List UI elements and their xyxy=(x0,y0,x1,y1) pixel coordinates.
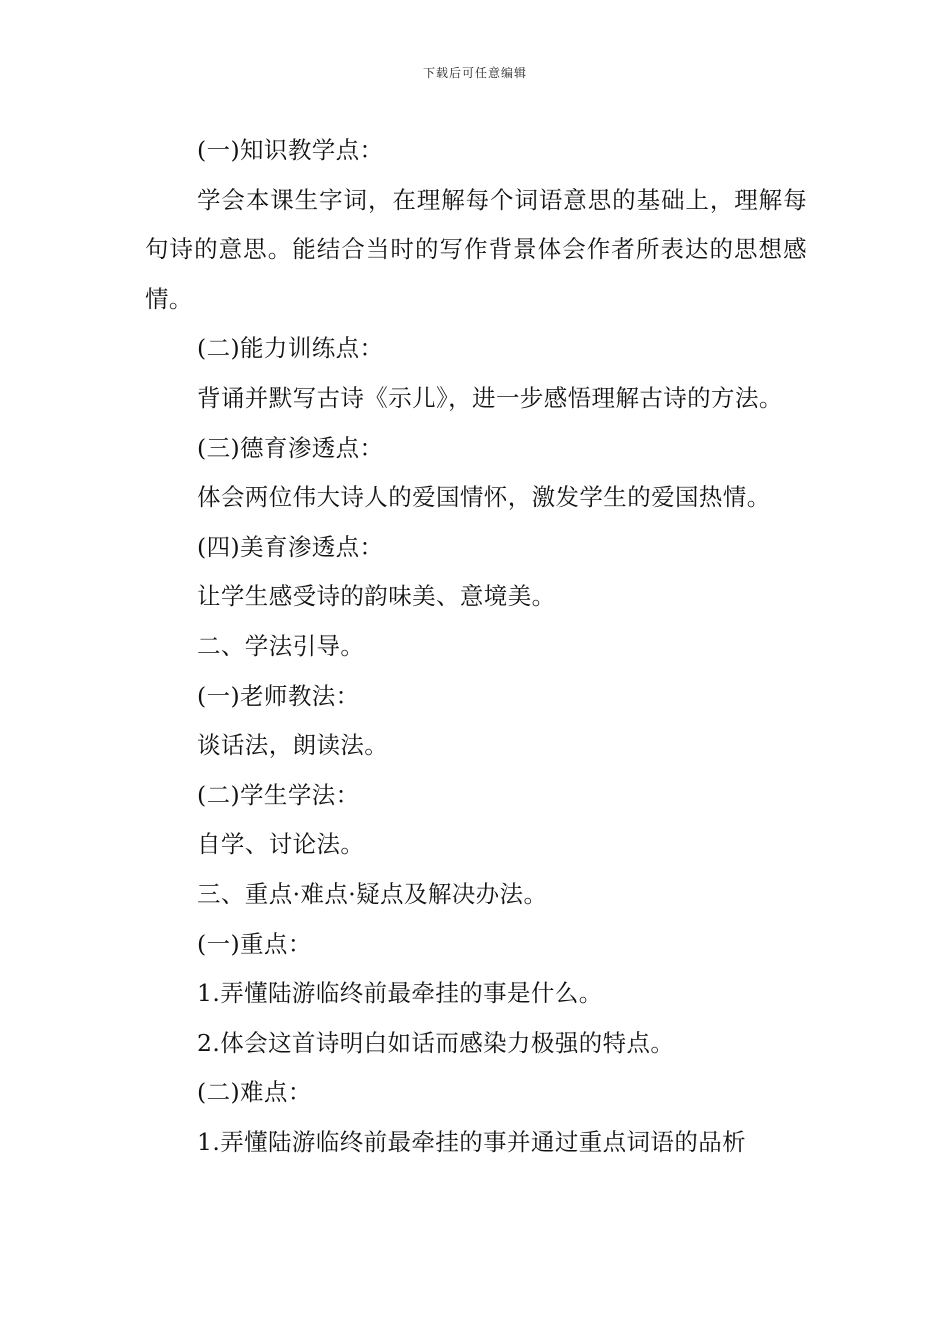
paragraph: 体会两位伟大诗人的爱国情怀，激发学生的爱国热情。 xyxy=(197,483,771,512)
paragraph: 学会本课生字词，在理解每个词语意思的基础上，理解每句诗的意思。能结合当时的写作背景体会作者所表达的思想感情。 xyxy=(145,185,807,313)
list-item: 2.体会这首诗明白如话而感染力极强的特点。 xyxy=(197,1028,675,1057)
paragraph: (一)知识教学点： xyxy=(197,136,384,164)
list-item: 1.弄懂陆游临终前最牵挂的事并通过重点词语的品析 xyxy=(197,1127,747,1156)
section-heading: 二、学法引导。 xyxy=(197,631,365,660)
paragraph: 背诵并默写古诗《示儿》，进一步感悟理解古诗的方法。 xyxy=(197,383,783,412)
paragraph: (一)重点： xyxy=(197,929,312,958)
paragraph: (二)能力训练点： xyxy=(197,334,384,363)
paragraph: (二)学生学法： xyxy=(197,780,360,809)
paragraph: (三)德育渗透点： xyxy=(197,433,384,462)
document-body xyxy=(145,126,807,1167)
paragraph: (一)老师教法： xyxy=(197,681,360,710)
paragraph: 谈话法，朗读法。 xyxy=(197,731,389,760)
list-item: 1.弄懂陆游临终前最牵挂的事是什么。 xyxy=(197,979,603,1008)
paragraph: 让学生感受诗的韵味美、意境美。 xyxy=(197,582,556,611)
paragraph: 自学、讨论法。 xyxy=(197,830,365,859)
paragraph: (四)美育渗透点： xyxy=(197,532,384,561)
section-heading: 三、重点·难点·疑点及解决办法。 xyxy=(197,879,548,908)
page-header: 下载后可任意编辑 xyxy=(422,66,527,80)
paragraph: (二)难点： xyxy=(197,1078,312,1107)
